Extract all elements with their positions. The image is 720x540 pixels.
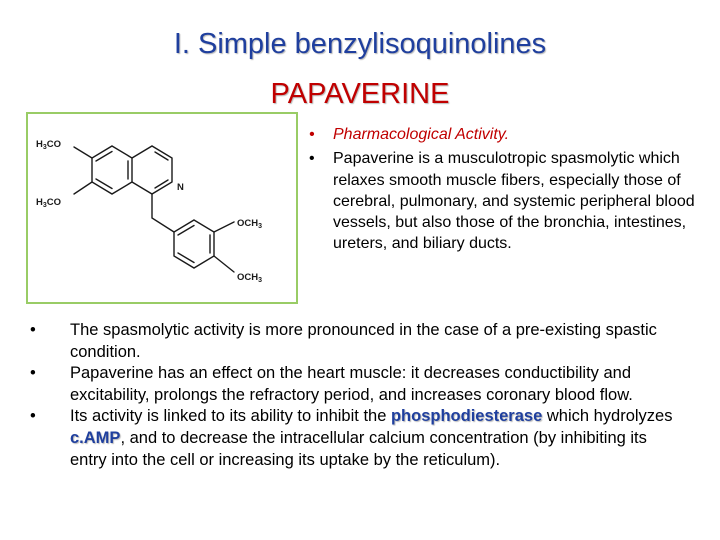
slide-subtitle: PAPAVERINE [270,78,450,110]
activity-description: • Papaverine is a musculotropic spasmolytic which relaxes smooth muscle fibers, especially those of cerebral, pulmonary, and systemic peripheral blood vessels, but also those of the bronchia, intestines, ureters, and biliary ducts. [307,148,702,254]
effect-item-mechanism [26,406,686,471]
effect-item-heart: • Papaverine has an effect on the heart muscle: it decreases conductibility and excitability, prolongs the refractory period, and increases coronary blood flow. [26,363,686,406]
phosphodiesterase-term: phosphodiesterase [390,407,543,426]
slide-title: I. Simple benzylisoquinolines [173,28,547,60]
och3-lower-label: $OCH_3$ [237,272,263,284]
mechanism-text-3: , and to decrease the intracellular calcium concentration (by inhibiting its entry into the cell or increasing its uptake by the reticulum). [70,428,647,469]
h3co-bottom-label: $H_3CO$ [36,197,62,209]
effect-item-spasmolytic: • The spasmolytic activity is more pronounced in the case of a pre-existing spastic condition. [26,320,686,363]
effects-list [26,320,686,471]
och3-upper-label: $OCH_3$ [237,218,263,230]
mechanism-text-1: Its activity is linked to its ability to inhibit the [70,407,391,426]
mechanism-text-2: which hydrolyzes [542,407,673,426]
papaverine-structure [26,112,298,304]
nitrogen-label: N [177,182,184,193]
structure-drawing [28,114,296,302]
camp-term: c.AMP [70,428,121,447]
h3co-top-label: $H_3CO$ [36,139,62,151]
activity-heading: • Pharmacological Activity. [307,124,702,145]
activity-list [307,124,702,255]
